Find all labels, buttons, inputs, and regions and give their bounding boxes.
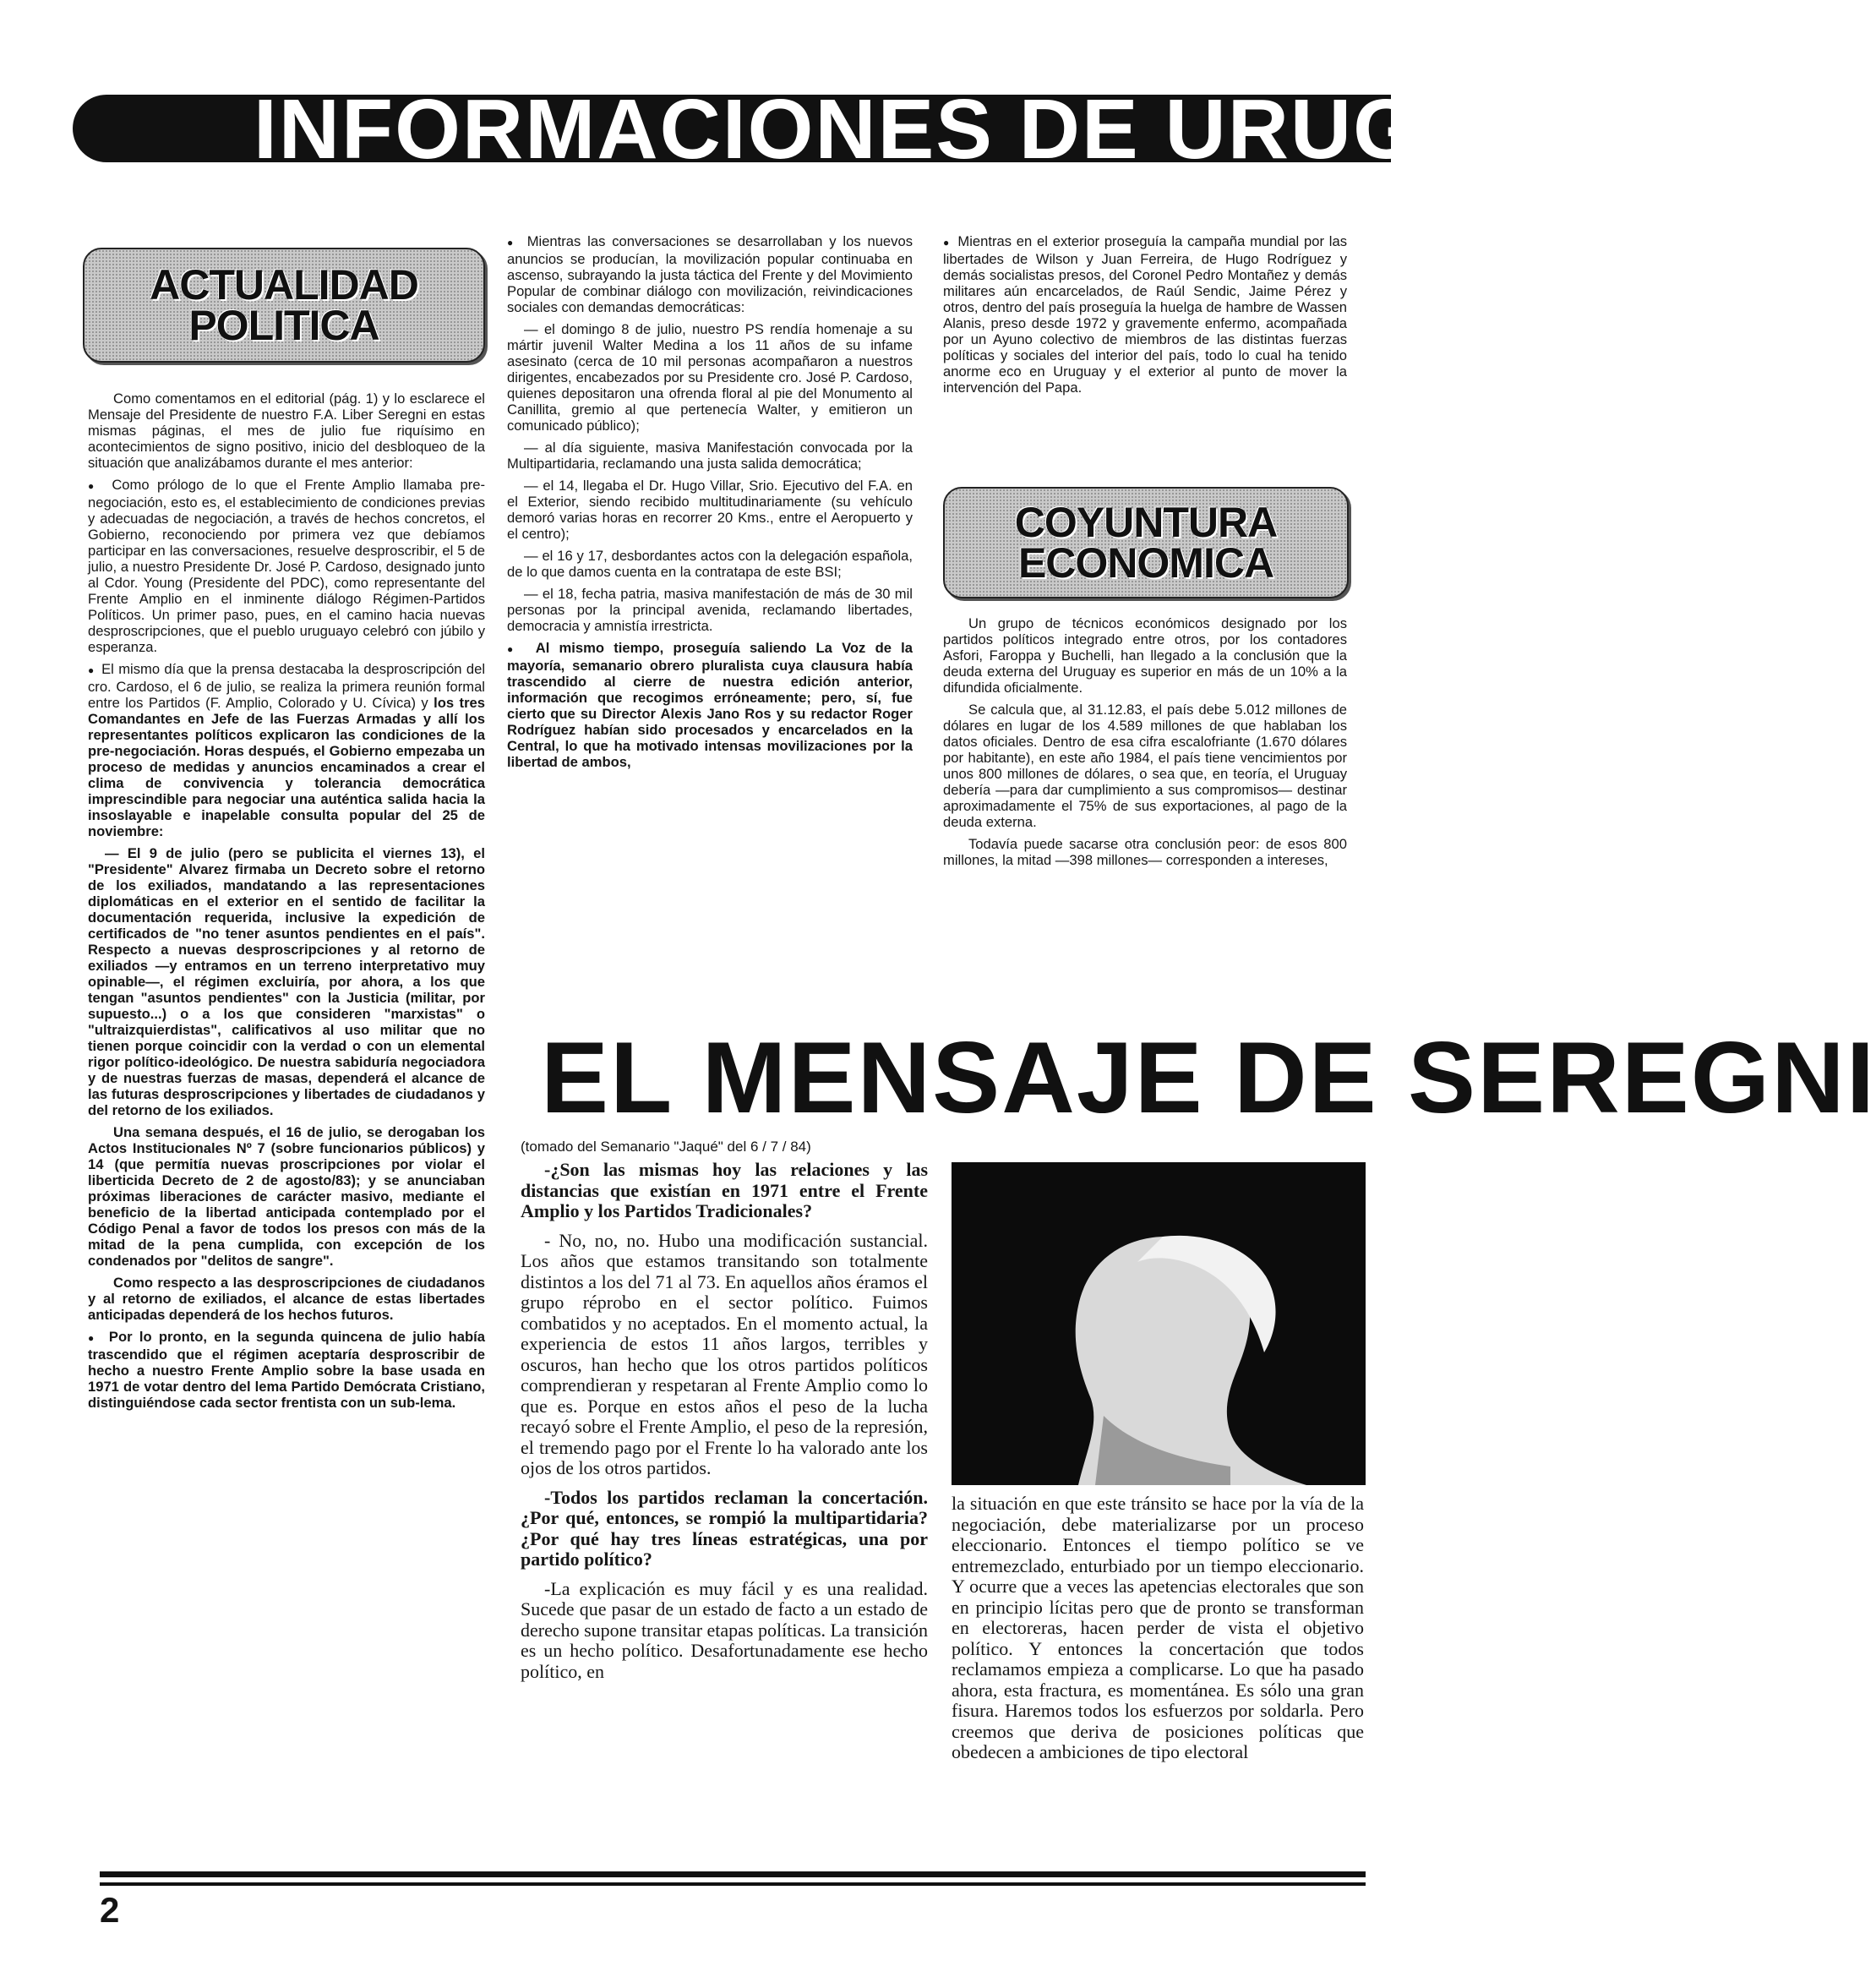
paragraph: ● Mientras en el exterior proseguía la campaña mundial por las libertades de Wilson y Juan Ferreira, de Hugo Rodríguez y demás socialistas presos, del Coronel Pedro Montañez y demás militares aún encarcelados, de Raúl Sendic, Jaime Pérez y otros, dentro del país proseguía la huelga de hambre de Wassen Alanis, preso desde 1972 y gravemente enfermo, acompañada por un Ayuno colectivo de miembros de las distintas fuerzas políticas y sociales del interior del país, todo lo cual ha tenido anorme eco en Uruguay y el exterior al punto de mover la intervención del Papa. <box>943 233 1347 396</box>
column-3-bottom <box>943 615 1347 1004</box>
paragraph: — el 18, fecha patria, masiva manifestación de más de 30 mil personas por la principal avenida, reclamando libertades, democracia y amnistía irrestricta. <box>507 586 913 634</box>
column-3-top <box>943 233 1347 487</box>
column-2 <box>507 233 913 1011</box>
badge-line-1: ACTUALIDAD <box>150 261 418 309</box>
column-1 <box>88 391 485 1861</box>
paragraph: Una semana después, el 16 de julio, se derogaban los Actos Institucionales Nº 7 (sobre funcionarios públicos) y 14 (que permitía nuevas proscripciones por violar el liberticida Decreto de 2 de agosto/83); y se anunciaban próximas liberaciones de carácter masivo, mediante el beneficio de la libertad anticipada contemplado por el Código Penal a favor de todos los presos con más de la mitad de la pena cumplida, con excepción de los condenados por "delitos de sangre". <box>88 1124 485 1269</box>
paragraph: ● Como prólogo de lo que el Frente Amplio llamaba pre-negociación, esto es, el establecimiento de condiciones previas y adecuadas de negociación, a través de hechos concretos, el Gobierno, reconociendo por primera vez que debíamos participar en las conversaciones, resuelve desproscribir, el 5 de julio, a nuestro Presidente Dr. José P. Cardoso, designado junto al Cdor. Young (Presidente del PDC), como representante del Frente Amplio en el inminente diálogo Régimen-Partidos Políticos. Un primer paso, pues, en el camino hacia nuevas desproscripciones, que el pueblo uruguayo celebró con júbilo y esperanza. <box>88 477 485 655</box>
paragraph: Un grupo de técnicos económicos designado por los partidos políticos integrado entre otros, por los contadores Asfori, Faroppa y Buchelli, han llegado a la conclusión que la deuda externa del Uruguay es superior en más de un 10% a la difundida oficialmente. <box>943 615 1347 696</box>
interview-column-left <box>521 1160 928 1861</box>
masthead-title: INFORMACIONES DE URUGUAY <box>254 82 1596 177</box>
paragraph: Como respecto a las desproscripciones de ciudadanos y al retorno de exiliados, el alcance de estas libertades anticipadas dependerá de los hechos futuros. <box>88 1275 485 1323</box>
answer: - No, no, no. Hubo una modificación sustancial. Los años que estamos transitando son totalmente distintos a los del 71 al 73. En aquellos años éramos el grupo réprobo en el sector político. Fuimos combatidos y no aceptados. En el momento actual, la experiencia de estos 11 años largos, terribles y oscuros, han hecho que los otros partidos políticos comprendieran y respetaran al Frente Amplio como lo que es. Porque en estos años el peso de la lucha recayó sobre el Frente Amplio, el peso de la represión, el tremendo pago por el Frente lo ha valorado ante los ojos de los otros partidos. <box>521 1229 928 1478</box>
paragraph: — el 16 y 17, desbordantes actos con la delegación española, de lo que damos cuenta en la contratapa de este BSI; <box>507 548 913 580</box>
interview-column-right <box>952 1494 1364 1865</box>
paragraph: ● Mientras las conversaciones se desarrollaban y los nuevos anuncios se producían, la movilización popular continuaba en ascenso, subrayando la justa táctica del Frente y del Movimiento Popular de combinar diálogo con movilización, reivindicaciones sociales con demandas democráticas: <box>507 233 913 315</box>
paragraph: Como comentamos en el editorial (pág. 1) y lo esclarece el Mensaje del Presidente de nuestro F.A. Liber Seregni en estas mismas páginas, el mes de julio fue riquísimo en acontecimientos de signo positivo, inicio del desbloqueo de la situación que analizábamos durante el mes anterior: <box>88 391 485 471</box>
paragraph: ● Al mismo tiempo, proseguía saliendo La Voz de la mayoría, semanario obrero pluralista cuya clausura había trascendido al cierre de nuestra edición anterior, información que recogimos erróneamente; pero, sí, fue cierto que su Director Alexis Jano Ros y su redactor Roger Rodríguez habían sido procesados y encarcelados en la Central, lo que ha motivado intensas movilizaciones por la libertad de ambos, <box>507 640 913 770</box>
bold-text-run: los tres Comandantes en Jefe de las Fuerzas Armadas y allí los representantes políticos explicaron las condiciones de la pre-negociación. Horas después, el Gobierno empezaba un proceso de medidas y anuncios encaminados a crear el clima de convivencia y tolerancia democrática imprescindible para negociar una auténtica salida hacia la insoslayable e inapelable consulta popular del 25 de noviembre: <box>88 695 485 839</box>
badge-line-2: ECONOMICA <box>1017 539 1274 587</box>
paragraph: Se calcula que, al 31.12.83, el país debe 5.012 millones de dólares en lugar de los 4.589 millones de que hablaban los datos oficiales. Dentro de esa cifra escalofriante (1.670 dólares por habitante), en este año 1984, el país tiene vencimientos por unos 800 millones de dólares, o sea que, en teoría, el Uruguay debería —para dar cumplimiento a sus compromisos— destinar aproximadamente el 75% de sus exportaciones, al pago de la deuda externa. <box>943 702 1347 830</box>
answer: -La explicación es muy fácil y es una realidad. Sucede que pasar de un estado de facto a un estado de derecho supone transitar etapas políticas. La transición es un hecho político. Desafortunadamente ese hecho político, en <box>521 1577 928 1682</box>
badge-line-1: COYUNTURA <box>1014 499 1278 546</box>
page-number: 2 <box>100 1890 120 1930</box>
paragraph: ● Por lo pronto, en la segunda quincena de julio había trascendido que el régimen aceptaría desproscribir de hecho a nuestro Frente Amplio sobre la base usada en 1971 de votar dentro del lema Partido Demócrata Cristiano, distinguiéndose cada sector frentista con un sub-lema. <box>88 1329 485 1411</box>
portrait-silhouette <box>952 1162 1366 1485</box>
paragraph: Todavía puede sacarse otra conclusión peor: de esos 800 millones, la mitad —398 millones— corresponden a intereses, <box>943 836 1347 868</box>
paragraph <box>88 661 485 839</box>
paragraph: — El 9 de julio (pero se publicita el viernes 13), el "Presidente" Alvarez firmaba un Decreto sobre el retorno de los exiliados, mandatando a las representaciones diplomáticas en el exterior en el sentido de facilitar la documentación requerida, inclusive la expedición de certificados de "no tener asuntos pendientes en el país". Respecto a nuevas desproscripciones y al retorno de exiliados —y entramos en un terreno interpretativo muy opinable—, el régimen excluiría, por ahora, a los que tengan "asuntos pendientes" con la Justicia (militar, por supuesto...) o a los que consideren "marxistas" o "ultraizquierdistas", calificativos al uso militar que no tienen porque coincidir con la verdad o con un elemental rigor político-ideológico. De nuestra sabiduría negociadora y de nuestras fuerzas de masas, dependerá el alcance de las futuras desproscripciones y libertades de ciudadanos y del retorno de los exiliados. <box>88 845 485 1118</box>
coyuntura-economica-badge <box>943 487 1349 598</box>
actualidad-politica-badge <box>83 248 485 363</box>
paragraph: — al día siguiente, masiva Manifestación convocada por la Multipartidaria, reclamando una justa salida democrática; <box>507 440 913 472</box>
question: -¿Son las mismas hoy las relaciones y las distancias que existían en 1971 entre el Frente Amplio y los Partidos Tradicionales? <box>521 1159 928 1221</box>
text-run: El mismo día que la prensa destacaba la desproscripción del cro. Cardoso, el 6 de julio, se realiza la primera reunión formal entre los Partidos (F. Amplio, Colorado y U. Cívica) y <box>88 661 486 711</box>
article-headline: EL MENSAJE DE SEREGNI <box>541 1021 1876 1134</box>
paragraph: — el domingo 8 de julio, nuestro PS rendía homenaje a su mártir juvenil Walter Medina a los 11 años de su infame asesinato (cerca de 10 mil personas acompañaron a nuestros dirigentes, encabezados por su Presidente cro. José P. Cardoso, quienes depositaron una ofrenda floral al pie del Monumento al Canillita, gremio al que pertenecía Walter, y emitieron un comunicado público); <box>507 321 913 434</box>
answer-continued: la situación en que este tránsito se hace por la vía de la negociación, debe materializarse por un proceso eleccionario. Entonces el tiempo político se ve entremezclado, enturbiado por un tiempo eleccionario. Y ocurre que a veces las apetencias electorales que son en principio lícitas pero que de pronto se transforman en electoreras, hacen perder de vista el objetivo político. Y entonces la concertación que todos reclamamos empieza a complicarse. Lo que ha pasado ahora, esta fractura, es momentánea. Es sólo una gran fisura. Haremos todos los esfuerzos por soldarla. Pero creemos que deriva de posiciones políticas que obedecen a ambiciones de tipo electoral <box>952 1493 1364 1762</box>
footer-rule <box>100 1882 1366 1886</box>
badge-line-2: POLITICA <box>188 302 379 349</box>
paragraph: — el 14, llegaba el Dr. Hugo Villar, Srio. Ejecutivo del F.A. en el Exterior, siendo recibido multitudinariamente (su vehículo demoró varias horas en recorrer 20 Kms., entre el Aeropuerto y el centro); <box>507 478 913 542</box>
seregni-photo <box>952 1162 1366 1485</box>
footer-rule <box>100 1871 1366 1877</box>
article-source: (tomado del Semanario "Jaqué" del 6 / 7 / 84) <box>521 1139 811 1155</box>
question: -Todos los partidos reclaman la concertación. ¿Por qué, entonces, se rompió la multipartidaria? ¿Por qué hay tres líneas estratégicas, una por partido político? <box>521 1486 928 1570</box>
